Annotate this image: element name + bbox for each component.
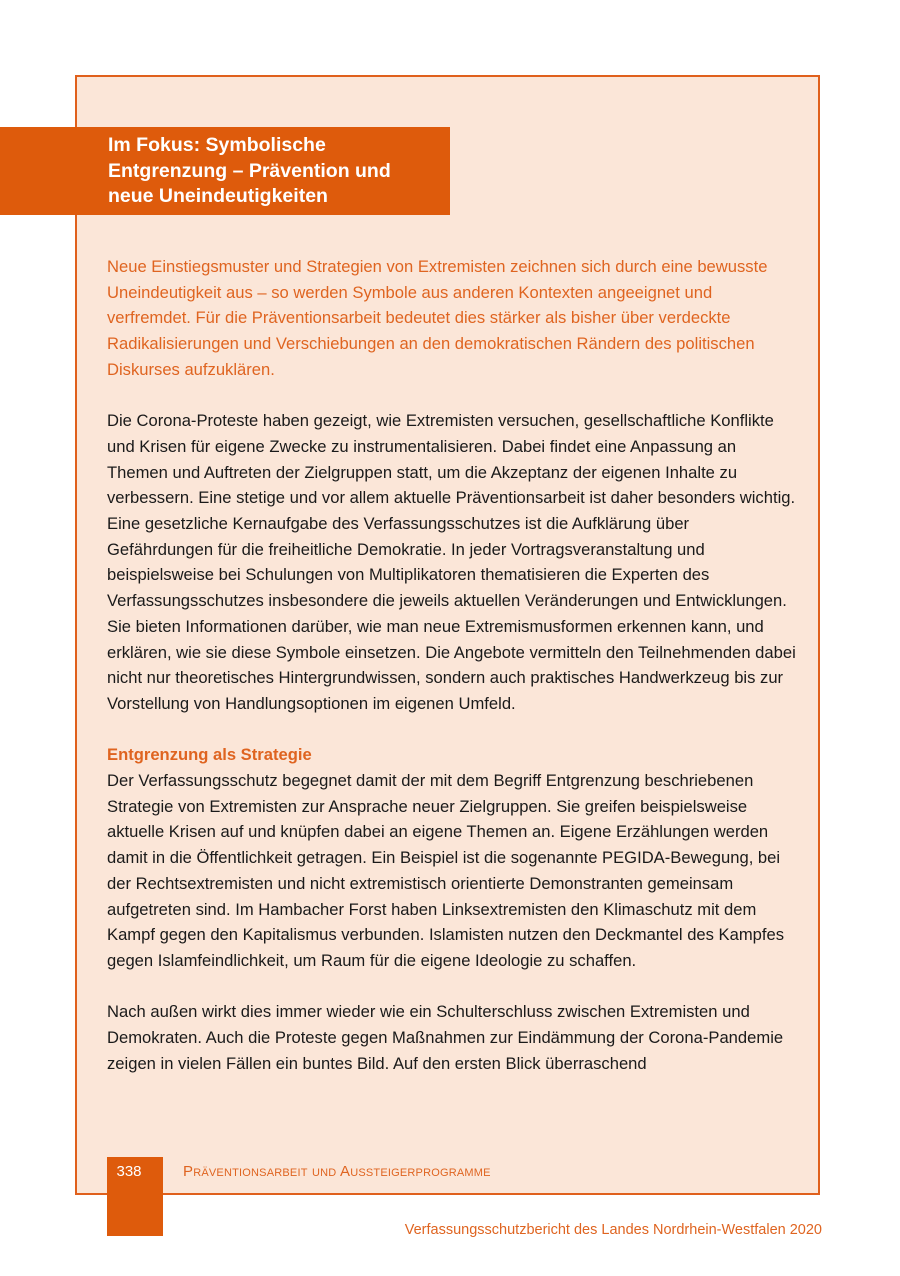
focus-title: Im Fokus: Symbolische Entgrenzung – Prävention und neue Uneindeutigkeiten (108, 134, 391, 207)
body-paragraph-3: Nach außen wirkt dies immer wieder wie ein Schulterschluss zwischen Extremisten und Demokraten. Auch die Proteste gegen Maßnahmen zur Eindämmung der Corona-Pandemie zeigen in vielen Fällen ein buntes Bild. Auf den ersten Blick überraschend (107, 1002, 784, 1073)
lead-paragraph: Neue Einstiegsmuster und Strategien von Extremisten zeichnen sich durch eine bewusste Uneindeutigkeit aus – so werden Symbole aus anderen Kontexten angeeignet und verfremdet. Für die Präventionsarbeit bedeutet dies stärker als bisher über verdeckte Radikalisierungen und Verschiebungen an den demokratischen Rändern des politischen Diskurses aufzuklären. (107, 257, 768, 379)
report-title: Verfassungsschutzbericht des Landes Nordrhein-Westfalen 2020 (404, 1222, 822, 1238)
body-paragraph-2: Der Verfassungsschutz begegnet damit der mit dem Begriff Entgrenzung beschriebenen Strategie von Extremisten zur Ansprache neuer Zielgruppen. Sie greifen beispielsweise aktuelle Krisen auf und knüpfen dabei an eigene Themen an. Eigene Erzählungen werden damit in die Öffentlichkeit getragen. Ein Beispiel ist die sogenannte PEGIDA-Bewegung, bei der Rechtsextremisten und nicht extremistisch orientierte Demonstranten gemeinsam aufgetreten sind. Im Hambacher Forst haben Linksextremisten den Klimaschutz mit dem Kampf gegen den Kapitalismus verbunden. Islamisten nutzen den Deckmantel des Kampfes gegen Islamfeindlichkeit, um Raum für die eigene Ideologie zu schaffen. (107, 771, 785, 970)
page-number: 338 (116, 1163, 142, 1180)
body-paragraph-1: Die Corona-Proteste haben gezeigt, wie Extremisten versuchen, gesellschaftliche Konflikte und Krisen für eigene Zwecke zu instrumentalisieren. Dabei findet eine Anpassung an Themen und Auftreten der Zielgruppen statt, um die Akzeptanz der eigenen Inhalte zu verbessern. Eine stetige und vor allem aktuelle Präventionsarbeit ist daher besonders wichtig. Eine gesetzliche Kernaufgabe des Verfassungsschutzes ist die Aufklärung über Gefährdungen für die freiheitliche Demokratie. In jeder Vortragsveranstaltung und beispielsweise bei Schulungen von Multiplikatoren thematisieren die Experten des Verfassungsschutzes insbesondere die jeweils aktuellen Veränderungen und Entwicklungen. Sie bieten Informationen darüber, wie man neue Extremismusformen erkennen kann, und erklären, wie sie diese Symbole einsetzen. Die Angebote vermitteln den Teilnehmenden dabei nicht nur theoretisches Hintergrundwissen, sondern auch praktisches Handwerkzeug bis zur Vorstellung von Handlungsoptionen im eigenen Umfeld. (107, 411, 796, 713)
focus-title-bar (0, 127, 450, 215)
subheading: Entgrenzung als Strategie (107, 745, 312, 765)
section-title: Präventionsarbeit und Aussteigerprogramme (183, 1163, 491, 1180)
focus-content (107, 254, 797, 1102)
